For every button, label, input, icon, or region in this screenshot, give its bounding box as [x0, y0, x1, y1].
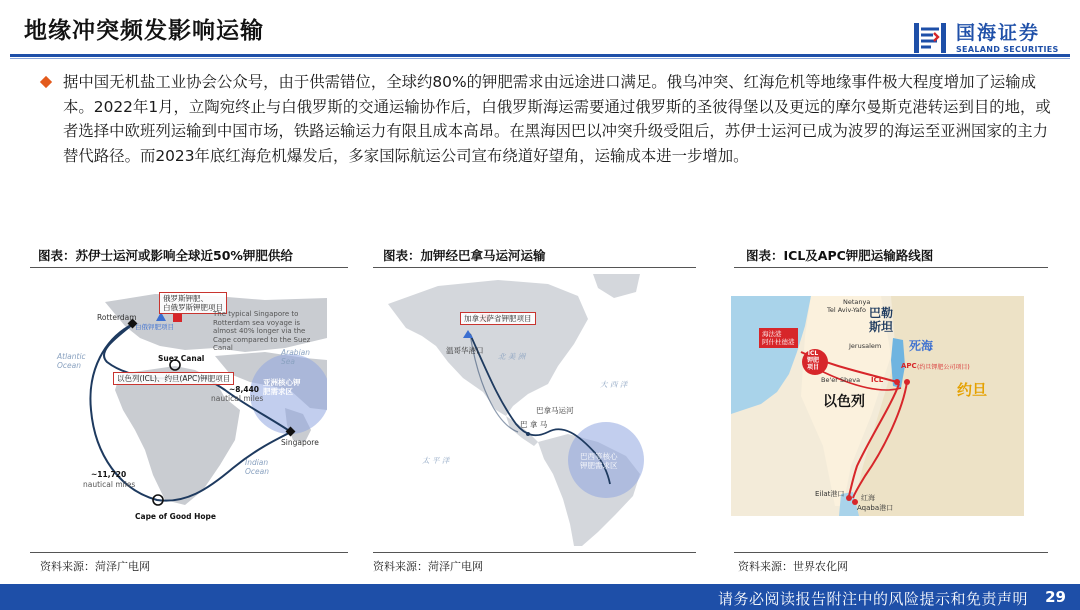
apc-label: APC	[901, 362, 917, 370]
palestine-label: 巴勒 斯坦	[869, 306, 894, 334]
tel-aviv-label: Tel Aviv-Yafo	[827, 306, 867, 314]
figure-3-source-rule	[734, 552, 1048, 553]
figure-1-title: 图表：苏伊士运河或影响全球近50%钾肥供给	[38, 248, 293, 263]
brazil-demand-label: 巴西等核心 钾肥需求区	[580, 452, 618, 470]
title-divider	[10, 54, 1070, 57]
figure-3-map	[731, 296, 1024, 516]
figure-3-title: 图表：ICL及APC钾肥运输路线图	[746, 248, 934, 263]
sealand-logo-icon	[912, 20, 948, 56]
asia-demand-label: 亚洲核心钾 肥需求区	[263, 378, 301, 396]
cape-of-good-hope-label: Cape of Good Hope	[135, 512, 216, 521]
brand-logo	[912, 20, 1059, 56]
dead-sea-label: 死海	[909, 339, 934, 353]
figure-2-source-rule	[373, 552, 696, 553]
figure-2-title: 图表：加钾经巴拿马运河运输	[383, 248, 546, 263]
vancouver-port-label: 温哥华港口	[446, 346, 484, 355]
jerusalem-label: Jerusalem	[849, 342, 882, 350]
atlantic-ocean-label: Atlantic Ocean	[57, 352, 86, 370]
apc-project-label: (约旦钾肥公司项目)	[917, 364, 970, 371]
logo-chinese-name: 国海证券	[956, 21, 1041, 44]
red-sea-label: 红海	[861, 494, 875, 502]
arabian-sea-label: Arabian Sea	[281, 348, 311, 366]
aqaba-port-label: Aqaba港口	[857, 504, 894, 512]
route-length-note: The typical Singapore to Rotterdam sea voyage is almost 40% longer via the Cape compared to the Suez Canal	[213, 310, 311, 352]
body-paragraph: 据中国无机盐工业协会公众号，由于供需错位，全球约80%的钾肥需求由远途进口满足。俄乌冲突、红海危机等地缘事件极大程度增加了运输成本。2022年1月，立陶宛终止与白俄罗斯的交通运输协作后，白俄罗斯海运需要通过俄罗斯的圣彼得堡以及更远的摩尔曼斯克港转运到目的地，或者选择中欧班列运输到中国市场，铁路运输运力有限且成本高昂。在黑海因巴以冲突升级受阻后，苏伊士运河已成为波罗的海运至亚洲国家的主力替代路径。而2023年底红海危机爆发后，多家国际航运公司宣布绕道好望角，运输成本进一步增加。	[63, 73, 1051, 165]
figure-2-source: 资料来源：菏泽广电网	[373, 560, 483, 573]
cape-distance-unit: nautical miles	[83, 480, 136, 489]
netanya-label: Netanya	[843, 298, 871, 306]
israel-label: 以色列	[823, 394, 865, 410]
russia-belarus-potash-label: 俄罗斯钾肥、 白俄罗斯钾肥项目	[159, 292, 227, 314]
figure-1-map	[35, 290, 327, 530]
panama-canal-label: 巴拿马运河	[536, 406, 574, 415]
pacific-label: 太 平 洋	[422, 456, 450, 465]
suez-distance-unit: nautical miles	[211, 394, 264, 403]
atlantic-label: 大 西 洋	[600, 380, 628, 389]
rotterdam-label: Rotterdam	[97, 313, 137, 322]
jordan-label: 约旦	[957, 381, 988, 399]
cape-distance-value: ~11,720	[91, 470, 127, 479]
icl-project-badge: ICL 钾肥 项目	[807, 350, 820, 371]
figure-2-map	[378, 274, 688, 546]
figure-3-source: 资料来源：世界农化网	[738, 560, 848, 573]
logo-english-name: SEALAND SECURITIES	[956, 44, 1059, 54]
figure-1-source: 资料来源：菏泽广电网	[40, 560, 150, 573]
north-america-label: 北 美 洲	[498, 352, 526, 361]
title-divider-thin	[10, 58, 1070, 59]
panama-label: 巴 拿 马	[520, 420, 548, 429]
haifa-ashdod-port-box: 海法港 阿什杜德港	[759, 328, 798, 348]
icl-label: ICL	[871, 376, 884, 384]
belarus-project-tag: 白俄钾肥项目	[135, 323, 174, 331]
indian-ocean-label: Indian Ocean	[245, 458, 269, 476]
footer-bar	[0, 584, 1080, 610]
eilat-port-label: Eilat港口	[815, 490, 845, 498]
figure-1-title-rule	[30, 267, 348, 268]
canada-potash-label: 加拿大萨省钾肥项目	[460, 312, 536, 325]
beer-sheva-label: Be'er Sheva	[821, 376, 861, 384]
page-title: 地缘冲突频发影响运输	[24, 18, 264, 44]
suez-distance-value: ~8,440	[229, 385, 260, 394]
suez-canal-label: Suez Canal	[158, 354, 205, 363]
figure-1-source-rule	[30, 552, 348, 553]
figure-2-title-rule	[373, 267, 696, 268]
israel-jordan-potash-label: 以色列(ICL)、约旦(APC)钾肥项目	[113, 372, 234, 385]
footer-disclaimer: 请务必阅读报告附注中的风险提示和免责声明	[717, 590, 1028, 608]
diamond-bullet-icon	[40, 76, 52, 88]
page-number: 29	[1045, 588, 1066, 606]
singapore-label: Singapore	[281, 438, 319, 447]
figure-3-title-rule	[734, 267, 1048, 268]
